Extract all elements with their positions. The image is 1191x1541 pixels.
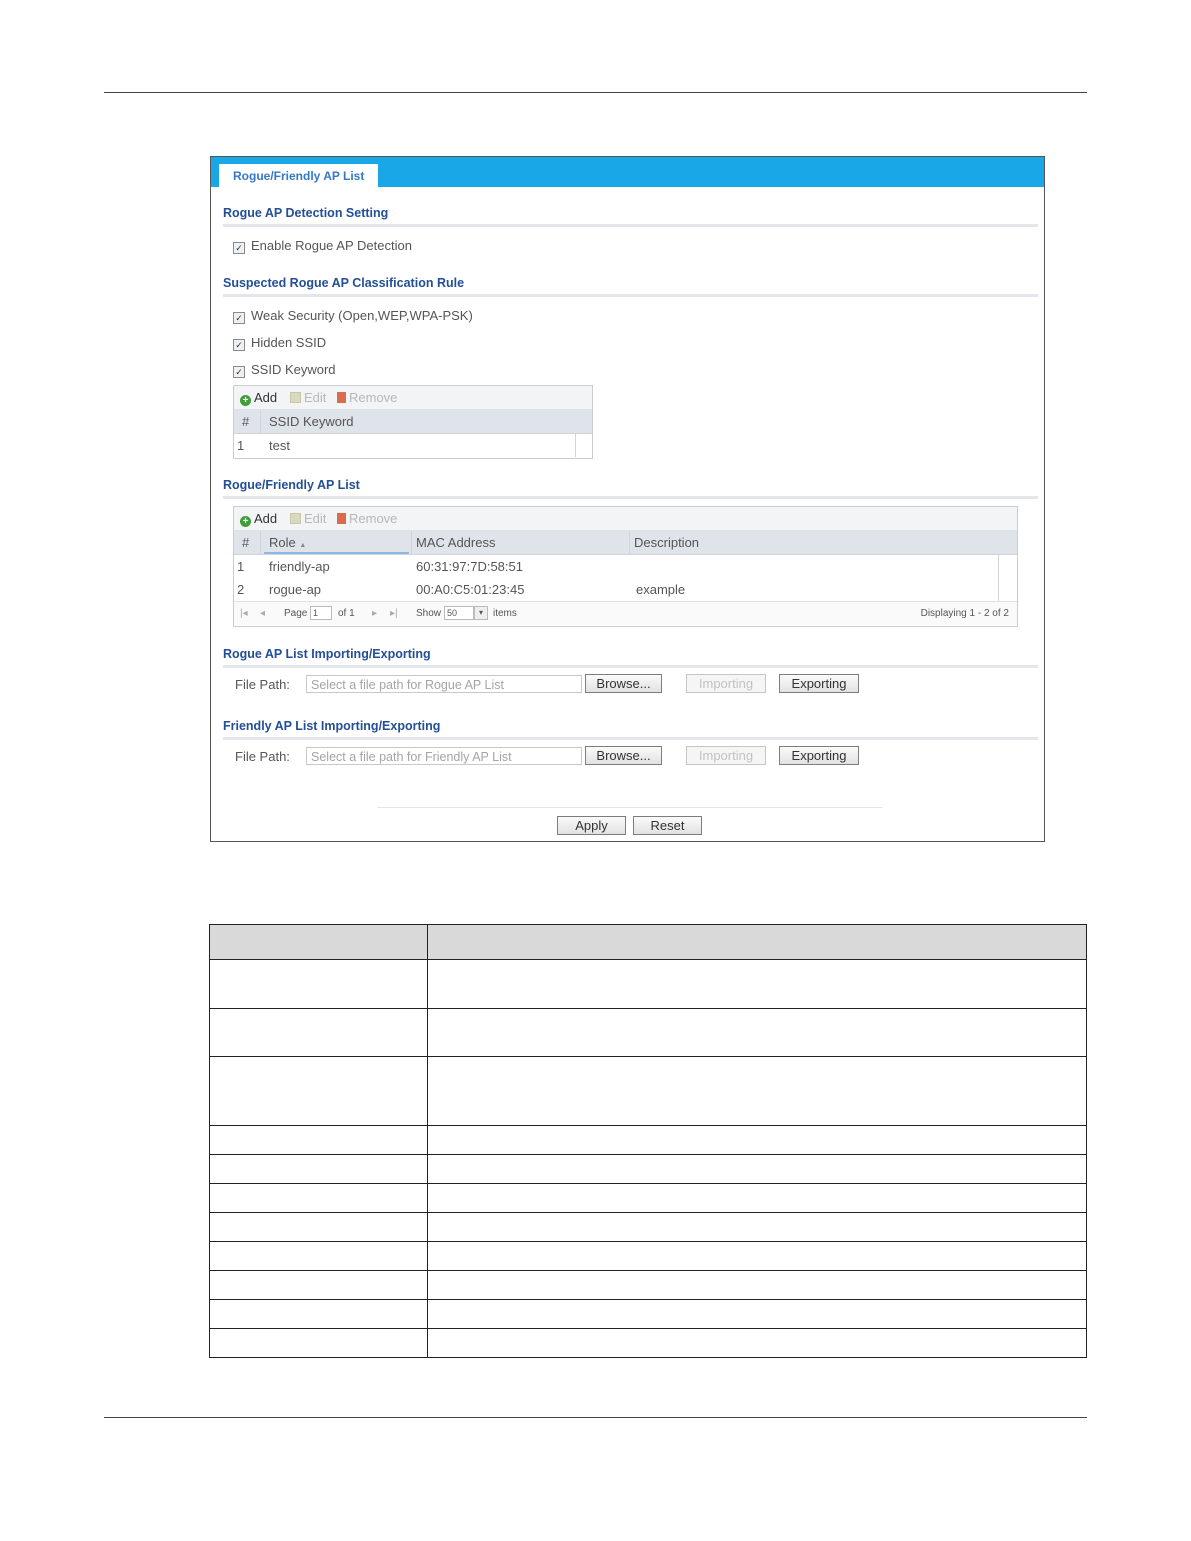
section-divider (223, 737, 1038, 740)
friendly-importing-button[interactable]: Importing (686, 746, 766, 765)
last-page-icon[interactable]: ▸| (390, 608, 398, 619)
col-header-ssid-keyword[interactable]: SSID Keyword (269, 414, 354, 429)
footer-rule (104, 1417, 1087, 1418)
table-row (210, 1009, 1087, 1057)
page-count-label: of 1 (338, 608, 355, 619)
chevron-down-icon: ▾ (474, 606, 488, 620)
weak-security-row[interactable] (233, 308, 473, 324)
remove-ap-button[interactable]: Remove (337, 511, 397, 526)
col-header-mac[interactable]: MAC Address (416, 535, 496, 550)
col-header-role[interactable]: Role ▲ (269, 535, 307, 550)
page-number-input[interactable]: 1 (310, 606, 332, 620)
table-header-cell (428, 925, 1087, 960)
field-description-table (209, 924, 1087, 1358)
table-cell (210, 1329, 428, 1358)
weak-security-checkbox[interactable]: ✓ (233, 312, 245, 324)
col-header-num: # (242, 414, 250, 429)
sorted-column-underline (264, 552, 409, 554)
ap-list-grid (233, 506, 1018, 627)
table-row (210, 1057, 1087, 1126)
row-keyword: test (269, 438, 290, 453)
table-header-row (210, 925, 1087, 960)
table-cell (210, 1057, 428, 1126)
add-keyword-button[interactable]: + Add (240, 390, 277, 406)
table-cell (428, 1155, 1087, 1184)
table-cell (428, 1300, 1087, 1329)
row-num: 2 (237, 582, 245, 597)
rogue-file-path-input[interactable]: Select a file path for Rogue AP List (306, 675, 582, 693)
ssid-keyword-toolbar (234, 386, 592, 410)
table-cell (210, 960, 428, 1009)
col-header-description[interactable]: Description (634, 535, 700, 550)
col-header-num: # (242, 535, 250, 550)
table-row[interactable] (234, 555, 1017, 578)
rogue-browse-button[interactable]: Browse... (585, 674, 662, 693)
displaying-count: Displaying 1 - 2 of 2 (920, 608, 1009, 619)
reset-button[interactable]: Reset (633, 816, 702, 835)
table-cell (210, 1300, 428, 1329)
remove-keyword-button[interactable]: Remove (337, 390, 397, 405)
edit-icon (290, 513, 301, 524)
items-label: items (493, 608, 517, 619)
enable-rogue-detection-row[interactable] (233, 238, 412, 254)
ssid-keyword-row[interactable] (233, 362, 336, 378)
add-ap-button[interactable]: + Add (240, 511, 277, 527)
enable-rogue-detection-label: Enable Rogue AP Detection (251, 238, 412, 253)
row-role: rogue-ap (269, 582, 322, 597)
table-row (210, 1271, 1087, 1300)
rogue-exporting-button[interactable]: Exporting (779, 674, 859, 693)
table-cell (428, 1057, 1087, 1126)
column-divider (629, 531, 630, 554)
section-title-classification: Suspected Rogue AP Classification Rule (223, 276, 465, 290)
table-row (210, 1184, 1087, 1213)
add-icon: + (240, 395, 251, 406)
trash-icon (337, 392, 346, 403)
table-header-cell (210, 925, 428, 960)
section-divider (223, 665, 1038, 668)
enable-rogue-detection-checkbox[interactable]: ✓ (233, 242, 245, 254)
table-row (210, 960, 1087, 1009)
show-label: Show (416, 608, 442, 619)
add-icon: + (240, 516, 251, 527)
table-cell (428, 1009, 1087, 1057)
rogue-file-path-label: File Path: (235, 677, 290, 692)
friendly-file-path-label: File Path: (235, 749, 290, 764)
row-mac: 00:A0:C5:01:23:45 (416, 582, 525, 597)
hidden-ssid-checkbox[interactable]: ✓ (233, 339, 245, 351)
table-cell (210, 1213, 428, 1242)
prev-page-icon[interactable]: ◂ (260, 608, 266, 619)
hidden-ssid-label: Hidden SSID (251, 335, 327, 350)
row-num: 1 (237, 559, 245, 574)
table-cell (210, 1242, 428, 1271)
page-label: Page (284, 608, 308, 619)
pagination-bar (234, 601, 1017, 625)
ap-list-header (234, 531, 1017, 555)
next-page-icon[interactable]: ▸ (372, 608, 378, 619)
rogue-importing-button[interactable]: Importing (686, 674, 766, 693)
apply-button[interactable]: Apply (557, 816, 626, 835)
table-row (210, 1300, 1087, 1329)
table-cell (428, 1271, 1087, 1300)
table-cell (428, 1329, 1087, 1358)
ssid-keyword-header (234, 410, 592, 434)
row-role: friendly-ap (269, 559, 330, 574)
friendly-browse-button[interactable]: Browse... (585, 746, 662, 765)
table-cell (210, 1184, 428, 1213)
table-cell (210, 1155, 428, 1184)
table-cell (428, 1184, 1087, 1213)
row-mac: 60:31:97:7D:58:51 (416, 559, 523, 574)
first-page-icon[interactable]: |◂ (240, 608, 248, 619)
table-cell (210, 1271, 428, 1300)
header-rule (104, 92, 1087, 93)
table-row (210, 1329, 1087, 1358)
section-divider (223, 224, 1038, 227)
row-num: 1 (237, 438, 245, 453)
column-divider (260, 531, 261, 554)
trash-icon (337, 513, 346, 524)
section-title-rogue-io: Rogue AP List Importing/Exporting (223, 647, 431, 661)
table-cell (428, 960, 1087, 1009)
sort-asc-icon: ▲ (299, 542, 307, 549)
table-row[interactable] (234, 578, 1017, 601)
section-divider (223, 294, 1038, 297)
rogue-friendly-ap-panel (210, 156, 1045, 842)
table-cell (428, 1242, 1087, 1271)
column-divider (260, 410, 261, 433)
ssid-keyword-grid (233, 385, 593, 459)
table-row (210, 1126, 1087, 1155)
section-title-friendly-io: Friendly AP List Importing/Exporting (223, 719, 441, 733)
edit-ap-button[interactable]: Edit (290, 511, 326, 526)
page-size-select[interactable]: 50 ▾ (444, 606, 488, 620)
table-row (210, 1213, 1087, 1242)
table-cell (428, 1126, 1087, 1155)
ssid-keyword-checkbox[interactable]: ✓ (233, 366, 245, 378)
column-divider (998, 555, 999, 578)
edit-keyword-button[interactable]: Edit (290, 390, 326, 405)
footer-divider (377, 807, 882, 808)
section-divider (223, 496, 1038, 499)
table-row[interactable] (234, 434, 592, 457)
table-cell (210, 1126, 428, 1155)
column-divider (411, 531, 412, 554)
table-row (210, 1242, 1087, 1271)
tab-rogue-friendly-ap-list[interactable]: Rogue/Friendly AP List (219, 164, 378, 187)
column-divider (575, 434, 576, 457)
section-title-ap-list: Rogue/Friendly AP List (223, 478, 360, 492)
ap-list-toolbar (234, 507, 1017, 531)
table-cell (428, 1213, 1087, 1242)
tab-bar (211, 157, 1044, 187)
table-row (210, 1155, 1087, 1184)
friendly-file-path-input[interactable]: Select a file path for Friendly AP List (306, 747, 582, 765)
friendly-exporting-button[interactable]: Exporting (779, 746, 859, 765)
row-description: example (636, 582, 686, 597)
hidden-ssid-row[interactable] (233, 335, 326, 351)
ssid-keyword-label: SSID Keyword (251, 362, 336, 377)
weak-security-label: Weak Security (Open,WEP,WPA-PSK) (251, 308, 473, 323)
table-cell (210, 1009, 428, 1057)
section-title-detection: Rogue AP Detection Setting (223, 206, 389, 220)
edit-icon (290, 392, 301, 403)
column-divider (998, 578, 999, 601)
